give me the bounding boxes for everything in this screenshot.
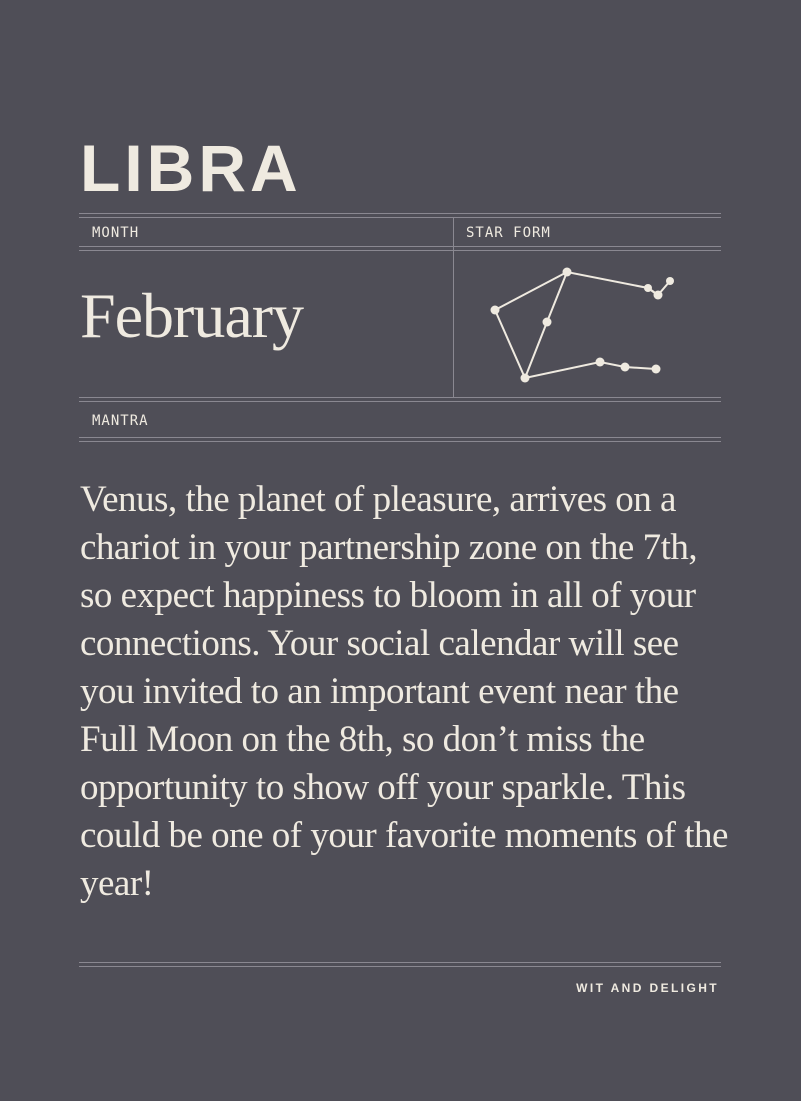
divider-header [79, 246, 721, 251]
mantra-text: Venus, the planet of pleasure, arrives on a chariot in your partnership zone on the 7th, so expect happiness to bloom in all of your connections. Your social calendar will see you invited to an important event near the Full Moon on the 8th, so don’t miss the opportunity to show off your sparkle. This could be one of your favorite moments of the year! [80, 479, 728, 904]
divider-middle [79, 397, 721, 402]
mantra-label: MANTRA [92, 413, 149, 429]
divider-bottom [79, 962, 721, 967]
divider-top [79, 213, 721, 218]
divider-mantra [79, 437, 721, 442]
brand-name: WIT AND DELIGHT [576, 981, 719, 995]
star-form-label: STAR FORM [466, 225, 551, 241]
libra-constellation-icon [470, 258, 690, 388]
sign-title: LIBRA [80, 131, 302, 205]
month-label: MONTH [92, 225, 140, 241]
column-divider [453, 218, 454, 397]
month-value: February [80, 280, 304, 351]
